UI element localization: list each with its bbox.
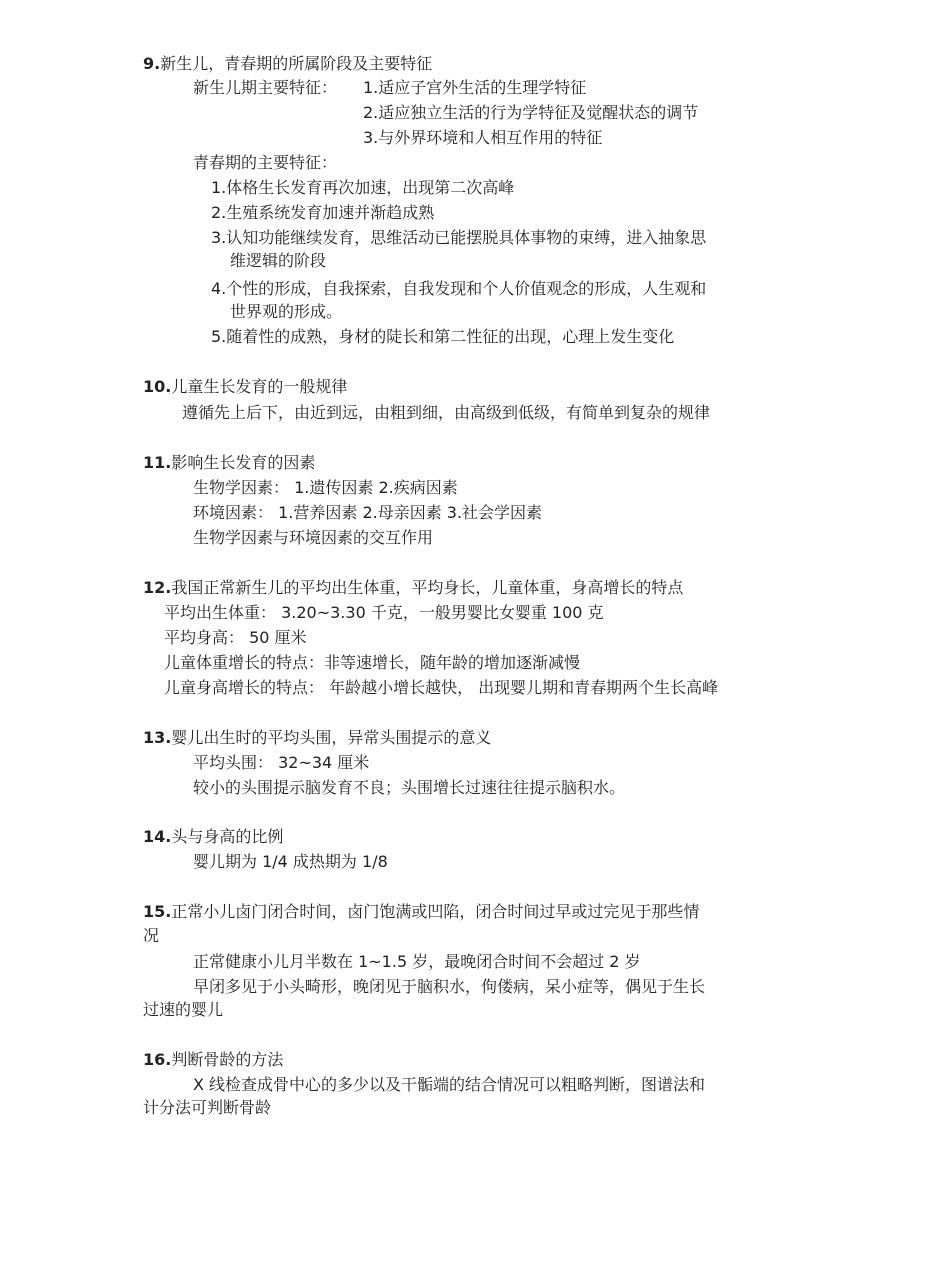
puberty-item-3-cont: 维逻辑的阶段 bbox=[230, 251, 327, 270]
s16-line-2: 计分法可判断骨龄 bbox=[143, 1098, 272, 1117]
heading-s10 bbox=[143, 376, 347, 398]
s11-line-3: 生物学因素与环境因素的交互作用 bbox=[193, 528, 434, 547]
section-number: 12. bbox=[143, 578, 172, 597]
s15-line-2: 早闭多见于小头畸形，晚闭见于脑积水，佝偻病，呆小症等，偶见于生长 bbox=[193, 977, 706, 996]
s12-line-2: 平均身高： 50 厘米 bbox=[164, 628, 307, 647]
section-number: 15. bbox=[143, 902, 172, 921]
s10-body: 遵循先上后下，由近到远，由粗到细，由高级到低级，有简单到复杂的规律 bbox=[182, 403, 711, 422]
section-title: 我国正常新生儿的平均出生体重，平均身长，儿童体重，身高增长的特点 bbox=[171, 578, 684, 597]
puberty-item-4: 4.个性的形成，自我探索，自我发现和个人价值观念的形成，人生观和 bbox=[211, 279, 707, 298]
section-title: 新生儿，青春期的所属阶段及主要特征 bbox=[160, 54, 433, 73]
heading-s13 bbox=[143, 727, 491, 749]
section-title: 判断骨龄的方法 bbox=[171, 1050, 284, 1069]
heading-s11 bbox=[143, 452, 315, 474]
s11-line-1: 生物学因素： 1.遗传因素 2.疾病因素 bbox=[193, 478, 458, 497]
heading-s15 bbox=[143, 901, 699, 923]
puberty-item-3: 3.认知功能继续发育，思维活动已能摆脱具体事物的束缚，进入抽象思 bbox=[211, 228, 707, 247]
newborn-item-3: 3.与外界环境和人相互作用的特征 bbox=[363, 128, 603, 147]
section-number: 13. bbox=[143, 728, 172, 747]
puberty-label: 青春期的主要特征： bbox=[193, 153, 338, 172]
s13-line-2: 较小的头围提示脑发育不良；头围增长过速往往提示脑积水。 bbox=[193, 778, 626, 797]
heading-s9 bbox=[143, 53, 432, 75]
section-number: 16. bbox=[143, 1050, 172, 1069]
s14-body: 婴儿期为 1/4 成热期为 1/8 bbox=[193, 852, 388, 871]
newborn-label: 新生儿期主要特征： bbox=[193, 78, 338, 97]
s11-line-2: 环境因素： 1.营养因素 2.母亲因素 3.社会学因素 bbox=[193, 503, 543, 522]
s15-line-3: 过速的婴儿 bbox=[143, 1000, 224, 1019]
puberty-item-4-cont: 世界观的形成。 bbox=[230, 302, 343, 321]
section-number: 11. bbox=[143, 453, 172, 472]
s12-line-1: 平均出生体重： 3.20~3.30 千克，一般男婴比女婴重 100 克 bbox=[164, 603, 604, 622]
puberty-item-1: 1.体格生长发育再次加速，出现第二次高峰 bbox=[211, 178, 515, 197]
newborn-item-2: 2.适应独立生活的行为学特征及觉醒状态的调节 bbox=[363, 103, 699, 122]
heading-s14 bbox=[143, 826, 283, 848]
section-number: 9. bbox=[143, 54, 161, 73]
section-title: 正常小儿卤门闭合时间，卤门饱满或凹陷，闭合时间过早或过完见于那些情 bbox=[171, 902, 700, 921]
heading-s16 bbox=[143, 1049, 283, 1071]
section-title: 头与身高的比例 bbox=[171, 827, 284, 846]
s13-line-1: 平均头围： 32~34 厘米 bbox=[193, 753, 370, 772]
section-number: 10. bbox=[143, 377, 172, 396]
puberty-item-2: 2.生殖系统发育加速并渐趋成熟 bbox=[211, 203, 435, 222]
section-number: 14. bbox=[143, 827, 172, 846]
section-title: 婴儿出生时的平均头围，异常头围提示的意义 bbox=[171, 728, 492, 747]
puberty-item-5: 5.随着性的成熟，身材的陡长和第二性征的出现，心理上发生变化 bbox=[211, 327, 675, 346]
s12-line-3: 儿童体重增长的特点：非等速增长，随年龄的增加逐渐减慢 bbox=[164, 653, 581, 672]
section-title: 影响生长发育的因素 bbox=[171, 453, 316, 472]
heading-s15-cont: 况 bbox=[143, 926, 160, 945]
s15-line-1: 正常健康小儿月半数在 1~1.5 岁，最晚闭合时间不会超过 2 岁 bbox=[193, 952, 641, 971]
s16-line-1: X 线检查成骨中心的多少以及干骺端的结合情况可以粗略判断，图谱法和 bbox=[193, 1075, 706, 1094]
newborn-item-1: 1.适应子宫外生活的生理学特征 bbox=[363, 78, 587, 97]
heading-s12 bbox=[143, 577, 683, 599]
section-title: 儿童生长发育的一般规律 bbox=[171, 377, 348, 396]
s12-line-4: 儿童身高增长的特点： 年龄越小增长越快， 出现婴儿期和青春期两个生长高峰 bbox=[164, 678, 719, 697]
